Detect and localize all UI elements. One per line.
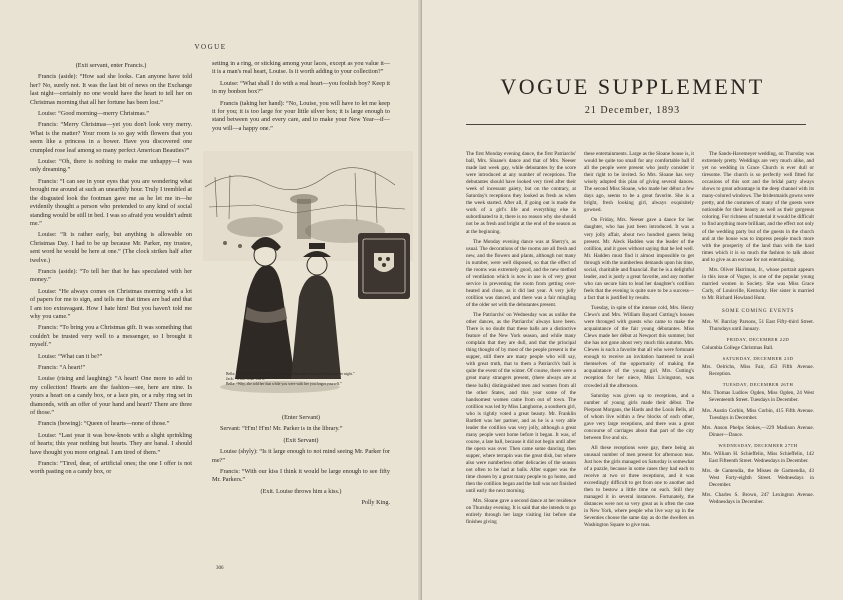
- running-head: VOGUE: [194, 43, 227, 51]
- dialogue-paragraph: Louise: “What can it be?”: [38, 352, 103, 360]
- right-column-1: [466, 151, 576, 529]
- left-page: [0, 0, 421, 600]
- caption-line: Jack: “What! what was it?”: [226, 377, 268, 381]
- event-entry: Mrs. Oelrichs, Miss Fair, 453 Fifth Avenue. Reception.: [702, 364, 814, 378]
- society-paragraph: Mrs. Sloane gave a second dance at her residence on Thursday evening. It is said that she intends to go entirely through her large visiting list before she finishes giving: [466, 498, 576, 526]
- event-day-label: WEDNESDAY, DECEMBER 27TH: [718, 442, 798, 448]
- event-entry: Mrs. Charles S. Brown, 247 Lexington Avenue. Wednesdays in December.: [702, 491, 814, 506]
- society-paragraph: The Patriarchs' on Wednesday was as unlike the other dances, as the Patriarchs' always have been. There is no doubt that these balls are a distinctive feature of the New York season, and while many complain that they are dull, and that the principal thing thought of by most of the people present is the supper, still there are many people who will say, with great truth, that to them a Patriarch's ball is quite the event of the winter. Of course, there were a great many strangers present, (there always are at these balls) distinguished men and women from all the other States, and this year some of the handsomest women came from out of town. The cotillion was led by Miss Langhorne, a southern girl, who is rightly voted a great beauty. Mr. Franklin Bartlett was her partner, and as he is a very able leader the cotillion was very jolly, although a great many people went home before it began. It was, of course, a late ball, because it did not begin until after the opera was over. Then came some dancing, then supper, where terrapin was the great dish, but where also were numberless other delicacies of the season not often to be had at balls. After supper was the time chosen by a great many people to go home, and then the cotillion began and the ball was not finished until early the next morning.: [466, 312, 576, 495]
- dialogue-paragraph: (Enter Servant): [282, 414, 320, 421]
- dialogue-paragraph: (Exit Servant): [283, 436, 319, 444]
- author-signature: Polly King.: [361, 499, 390, 507]
- event-entry: Mrs. de Gamendia, the Misses de Garmendia, 43 West Forty-eighth Street. Wednesdays in December.: [702, 467, 814, 488]
- dialogue-paragraph: Francis (aside): “How sad she looks. Can anyone have told her? No, surely not. It was the last bit of news on the Exchange last night—certainly no one would have the heart to tell her on Christmas morning that all her fortune has been lost.”: [30, 73, 192, 106]
- event-entry: Columbia College Christmas Ball.: [702, 345, 774, 352]
- right-column-3: [702, 151, 814, 509]
- caption-line: Bella: “Why, she told her that while you were with her you forgot yourself.”: [226, 382, 342, 386]
- dialogue-paragraph: Louise: “Last year it was bow-knots with a slight sprinkling of hearts; this year nothing but hearts. They are banal. I should have thought you more original. I am tired of them.”: [30, 431, 192, 456]
- left-column-2-bottom: [212, 414, 390, 511]
- dialogue-paragraph: Louise: “Good morning—merry Christmas.”: [38, 110, 150, 118]
- dialogue-paragraph: Francis (taking her hand): “No, Louise, you will have to let me keep it for you; it is too large for your little silver box; it is large enough to stand between you and every care, and to make your New Year—if—you will—a happy one.”: [212, 99, 390, 132]
- event-day-label: FRIDAY, DECEMBER 22D: [726, 337, 790, 343]
- society-paragraph: Mrs. Oliver Harriman, Jr., whose portrait appears in this issue of Vogue, is one of the popular young married women in Society. She was Miss Grace Carly, of Louisville, Kentucky. Her sister is married to Mr. Richard Howland Hunt.: [702, 266, 814, 301]
- event-entry: Mrs. Thomas Ludlow Ogden, Miss Ogden, 24 West Seventeenth Street. Tuesdays in December.: [702, 390, 814, 404]
- dialogue-paragraph: Francis: “A heart!”: [38, 364, 86, 371]
- right-page: [422, 0, 843, 600]
- supplement-title: VOGUE SUPPLEMENT: [500, 74, 765, 99]
- dialogue-paragraph: Louise: “It is rather early, but anything is allowable on Christmas Day. I had to be up because Mr. Parker, my trustee, sent word he would be here at one.” (The clock strikes half after twelve.): [30, 231, 192, 264]
- society-paragraph: All these receptions were gay, there being an unusual number of men present for afternoon teas. Just how the girls managed on Saturday is somewhat of a puzzle, because in some cases they had each to receive at two or three receptions, and it was exceedingly difficult to get from one to another and then to bestow a little time on each. Still they managed it in several instances. Fortunately, the distances were not so very great as is often the case in New York, where people who live way up in the Seventies choose the same day as do the dwellers on Washington Square to give teas.: [584, 444, 694, 529]
- page-number: 306: [216, 566, 224, 571]
- dialogue-paragraph: setting in a ring, or sticking among your laces, except as you value it—it is a man's real heart, Louise. Is it worth adding to your collection?”: [212, 60, 390, 76]
- dialogue-paragraph: Francis: “To bring you a Christmas gift. It was something that couldn't be trusted very well to a messenger, so I brought it myself.”: [30, 324, 192, 349]
- event-entry: Mrs. Anson Phelps Stokes,—229 Madison Avenue. Dinner—Dance.: [702, 424, 814, 438]
- dialogue-paragraph: Louise: “Oh, there is nothing to make me unhappy—I was only dreaming.”: [30, 158, 192, 174]
- illustration-caption: [226, 372, 391, 387]
- society-paragraph: these entertainments. Large as the Sloane house is, it would be quite too small for any comfortable ball if all the people were present who justly consider it their right to be invited. So Mrs. Sloane has very wisely adopted this plan of giving several dances. The second Miss Sloane, who made her début a few days ago, seems to be a great favorite. She is a bright, fresh looking girl, always exquisitely gowned.: [584, 151, 694, 214]
- event-entry: Mrs. William H. Schieffelin, Miss Schieffelin, 142 East Fifteenth Street. Wednesdays in December.: [702, 450, 814, 464]
- left-column-1: [30, 62, 192, 480]
- dialogue-paragraph: (Exit. Louise throws him a kiss.): [260, 487, 342, 495]
- event-day-label: SATURDAY, DECEMBER 23D: [722, 356, 794, 362]
- title-rule: [466, 124, 806, 125]
- dialogue-paragraph: (Exit servant, enter Francis.): [75, 62, 147, 69]
- event-entry: Mrs. W. Barclay Parsons, 51 East Fifty-third Street. Thursdays until January.: [702, 319, 814, 333]
- dateline: 21 December, 1893: [584, 105, 681, 116]
- illustration-skaters: [195, 147, 421, 409]
- dialogue-paragraph: Francis: “I can see in your eyes that you are wondering what brought me around at such an unearthly hour. Truly I trembled at the disgusted look the footman gave me as he let me in—he evidently thought a person who pretended to any kind of social standing would be still in bed. I was so afraid you wouldn't admit me.”: [30, 177, 192, 227]
- dialogue-paragraph: Louise (shyly): “Is it large enough to not mind seeing Mr. Parker for me?”: [212, 448, 390, 464]
- dialogue-paragraph: Servant: “H'm! H'm! Mr. Parker is in the library.”: [220, 425, 343, 433]
- society-paragraph: On Friday, Mrs. Neeser gave a dance for her daughter, who has just been introduced. It was a very jolly affair, about two hundred guests being present. Mr. Aleck Hadden was the leader of the cotillion, and it goes without saying that he led well. Mr. Hadden must find it almost impossible to get through with the numberless demands upon his time, social, charitable and financial. But he is a delightful leader, and is justly a great favorite, and any mother who can secure him to lead her daughter's cotillion feels that the evening is quite sure to be a success—a fact that is justified by results.: [584, 217, 694, 301]
- dialogue-paragraph: Francis (bowing): “Queen of hearts—none of those.”: [38, 420, 170, 428]
- dialogue-paragraph: Francis: “Tired, dear, of artificial ones; the one I offer is not worth pasting on a candy box, or: [30, 460, 192, 476]
- society-paragraph: The first Monday evening dance, the first Patriarchs' ball, Mrs. Sloane's dance and that of Mrs. Neeser made last week gay, while debutantes by the score were introduced at any number of receptions. The debutantes should have looked very tired after their week of incessant gaiety, but on the contrary, at Saturday's receptions they looked as fresh as when the week started. After all, if going out is made the work of a girl's life and everything else is subordinated to it, there is no reason why she should not be as fresh and bright at the end of the season as at the beginning.: [466, 151, 576, 235]
- society-paragraph: The Sands-Havemeyer wedding, on Thursday was extremely pretty. Weddings are very much alike, and yet no wedding in Grace Church is ever dull or tiresome. The church is so perfectly well fitted for occasions of this sort and the bridal party always shows to great advantage in the deep channel with its many-colored windows. The bridesmaids gowns were pretty, and the costumes of many of the guests were noticeable for their beauty as well as their gorgeous coloring. For richness of material it would be difficult to find anything more brilliant, and the effect not only of the wedding party but of the guests in the church and at the house was to impress people much more with the prosperity of the land than with the hard times which it is so much the fashion to talk about and to give as an excuse for not entertaining.: [702, 151, 814, 263]
- event-entry: Mrs. Austin Corbin, Miss Corbin, 415 Fifth Avenue. Tuesdays in December.: [702, 407, 814, 421]
- society-paragraph: Tuesday, in spite of the intense cold, Mrs. Henry Clews's and Mrs. William Bayard Cutting's houses were thronged with guests who came to make the acquaintance of the fair young débutantes. Miss Clews made her début at Newport this summer, but she has not gone about very much this autumn. Mrs. Clewes is such a favorite that all who were fortunate enough to receive an invitation hastened to avail themselves of the opportunity of making the acquaintance of the young girl. Mrs. Cutting's reception for her niece, Miss Livingston, was crowded all the afternoon.: [584, 304, 694, 389]
- dialogue-paragraph: Francis: “Merry Christmas—yet you don't look very merry. What is the matter? Your room is so gay with flowers that you seem like a princess in a bower. Have you discovered one crumpled rose leaf among so many perfect American Beauties?”: [30, 121, 192, 154]
- left-column-2-top: [212, 60, 390, 136]
- dialogue-paragraph: Louise: “He always comes on Christmas morning with a lot of papers for me to sign, and tells me that times are bad and that I am too extravagant. How I hate him! But you haven't told me why you came.”: [30, 287, 192, 320]
- right-column-2: [584, 151, 694, 532]
- society-paragraph: The Monday evening dance was at Sherry's, as usual. The decorations of the rooms are all fresh and new, and the flowers and plants, although not many in number, were well disposed, so that the effect of the rooms was extremely good, and the new method of ventilation which is now in use is of very great service in preventing the room from getting over-heated and close, as it did last year. A very jolly cotillion was danced, and there was a fair mingling of the older set with the debutantes present.: [466, 238, 576, 308]
- caption-line: Bella: “There's Blanche Fleury. I understand that she refreased a house in her night.”: [226, 372, 355, 376]
- dialogue-paragraph: Francis: “With our kiss I think it would be large enough to see fifty Mr. Parkers.”: [212, 468, 390, 484]
- section-heading: SOME COMING EVENTS: [721, 307, 795, 314]
- dialogue-paragraph: Louise: “What shall I do with a real heart—you foolish boy? Keep it in my bonbon box?”: [212, 79, 390, 96]
- dialogue-paragraph: Francis (aside): “To tell her that he has speculated with her money.”: [30, 267, 192, 284]
- event-day-label: TUESDAY, DECEMBER 26TH: [722, 382, 794, 388]
- dialogue-paragraph: Louise (rising and laughing): “A heart! One more to add to my collection! Hearts are the fashion—see, here are nine. Is yours a heart on a candy box, or a lace pin, or a ruby ring set in diamonds, with an offer of your hand and heart? There are three of those.”: [30, 375, 192, 417]
- society-paragraph: Saturday was given up to receptions, and a number of young girls made their début. The Pierpont Morgans, the Hards and the Louis Bells, all of whom live within a few blocks of each other, gave very large receptions, and there was a great concourse of carriages about that part of the city between five and six.: [584, 392, 694, 441]
